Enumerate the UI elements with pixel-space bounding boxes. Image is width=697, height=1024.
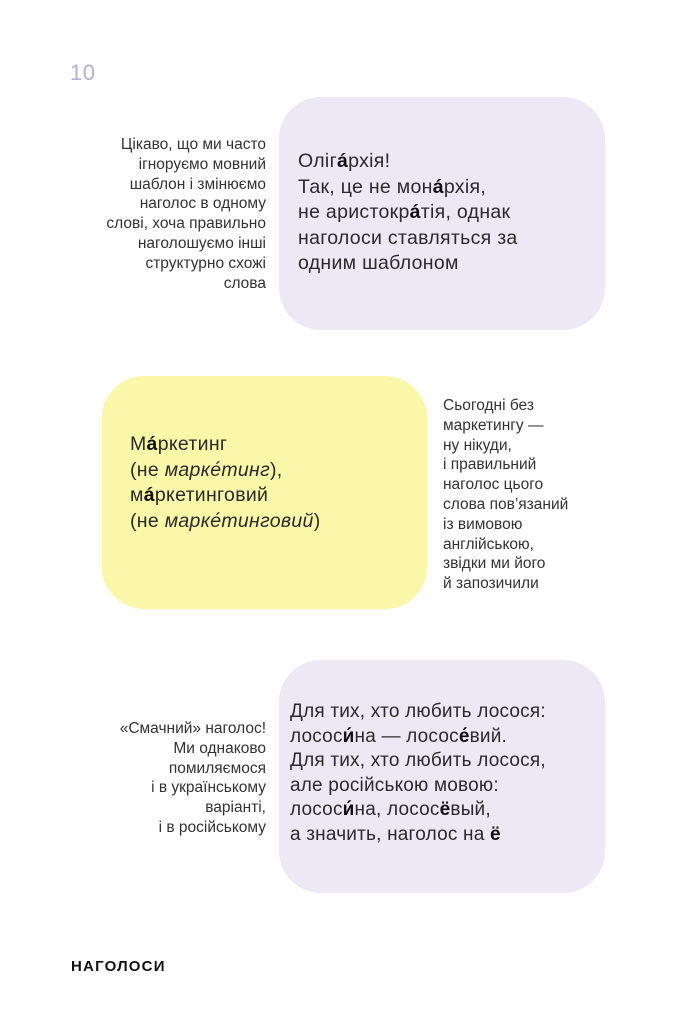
card1-l1-g: г <box>329 150 337 172</box>
stress-letter: á <box>143 484 155 506</box>
card1-l2-rest: рхія, <box>443 175 487 198</box>
card2-l2-rest: ), <box>269 458 283 481</box>
note-line: і в українському <box>151 779 266 797</box>
card2-l3-rest: ркетинговий <box>154 484 269 506</box>
stress-letter: ё <box>489 823 501 845</box>
note-line: англійською, <box>443 535 534 553</box>
card2-line-4 <box>130 509 407 535</box>
card1-l2-start: Так, це не мон <box>298 175 433 198</box>
card1-l1-text: Олі <box>298 150 330 172</box>
page-number: 10 <box>70 60 96 85</box>
note-line: наголос в одному <box>139 195 266 213</box>
card3-l2-e: вий. <box>469 725 507 747</box>
note-line: слова пов’язаний <box>443 495 569 513</box>
note-line: маркетингу — <box>443 416 544 434</box>
salmon-card <box>279 660 605 893</box>
note-line: ну нікуди, <box>443 436 512 454</box>
card3-l2-a: лосос <box>290 725 343 747</box>
stress-letter: е́ <box>458 725 470 747</box>
card3-l5-a: лосос <box>290 799 343 820</box>
card2-l1-start: М <box>130 433 147 455</box>
card2-l2-italic: марке́тинг <box>164 458 270 481</box>
salmon-note <box>120 719 266 838</box>
card2-l4-italic: марке́тинговий <box>164 509 314 532</box>
note-line: й запозичили <box>443 575 539 593</box>
card2-l4-start: (не <box>130 509 165 532</box>
card1-l3-rest: тія, однак <box>420 201 511 223</box>
stress-letter: á <box>432 175 444 198</box>
card2-line-3 <box>130 483 407 509</box>
card2-line-2 <box>130 458 407 484</box>
note-line: Ми однаково <box>173 739 266 757</box>
note-line: наголос цього <box>443 476 544 494</box>
card3-line-6 <box>290 823 599 848</box>
note-line: структурно схожі <box>145 254 266 272</box>
card1-l1-rest: рхія! <box>348 150 391 172</box>
marketing-note <box>443 396 568 594</box>
card3-line-2 <box>290 725 599 750</box>
card3-line-5 <box>290 798 599 823</box>
note-line: із вимовою <box>443 515 523 533</box>
oligarchy-note <box>106 135 266 293</box>
note-line: наголошуємо інші <box>137 234 266 252</box>
card3-l6-a: а значить, наголос на <box>290 823 490 845</box>
note-line: шаблон і змінюємо <box>129 175 266 193</box>
marketing-card <box>102 376 427 609</box>
card1-l3-start: не аристокр <box>298 201 410 223</box>
card3-l5-e: вый, <box>450 799 491 820</box>
note-line: звідки ми його <box>443 555 546 573</box>
card1-line-5: одним шаблоном <box>298 252 459 274</box>
card1-line-4: наголоси ставляться за <box>298 226 518 249</box>
card1-line-2 <box>298 175 585 201</box>
stress-letter: ё <box>439 799 451 820</box>
card2-l3-start: м <box>130 484 144 506</box>
oligarchy-card <box>279 97 605 330</box>
card2-l4-rest: ) <box>313 509 321 532</box>
stress-letter: и́ <box>342 799 355 820</box>
card3-l5-c: на, лосос <box>354 799 440 820</box>
note-line: помиляємося <box>168 759 266 777</box>
stress-letter: á <box>336 150 349 172</box>
note-line: і в російському <box>158 818 266 836</box>
note-line: ігноруємо мовний <box>138 155 266 173</box>
card2-line-1 <box>130 432 407 458</box>
note-line: «Смачний» наголос! <box>119 720 266 737</box>
note-line: і правильний <box>443 456 537 474</box>
card2-l2-start: (не <box>130 458 165 481</box>
stress-letter: á <box>146 433 158 455</box>
card1-line-1 <box>298 149 585 175</box>
card2-l1-rest: ркетинг <box>157 433 228 455</box>
card3-line-3: Для тих, хто любить лосося, <box>290 750 546 771</box>
stress-letter: á <box>409 201 421 223</box>
note-line: Сьогодні без <box>443 397 534 414</box>
note-line: слові, хоча правильно <box>106 215 266 233</box>
stress-letter: и́ <box>342 725 355 747</box>
note-line: слова <box>223 274 266 292</box>
note-line: Цікаво, що ми часто <box>120 136 266 153</box>
card1-line-3 <box>298 200 585 226</box>
note-line: варіанті, <box>205 799 266 817</box>
section-title: НАГОЛОСИ <box>71 958 166 975</box>
card3-l2-c: на — лосос <box>354 725 459 747</box>
card3-line-4: але російською мовою: <box>290 774 499 796</box>
card3-line-1: Для тих, хто любить лосося: <box>290 701 546 722</box>
